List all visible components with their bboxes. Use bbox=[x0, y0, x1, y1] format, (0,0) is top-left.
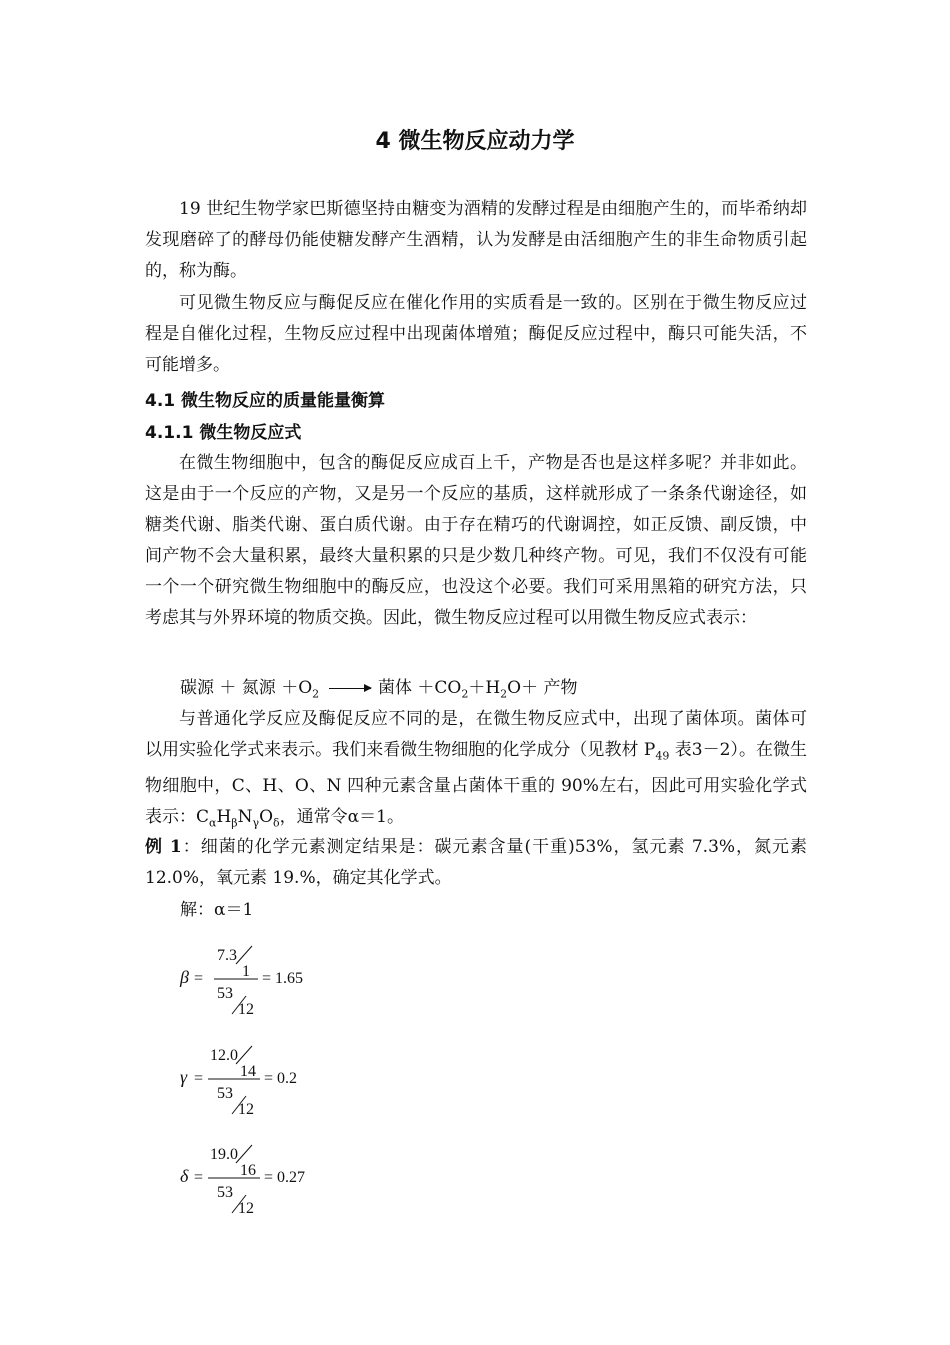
biomass-text-b: 表3－2）。在微生物细胞中，C、H、O、N 四种元素含量占菌体干重的 90%左右，因此可用实验化学式表示：C bbox=[145, 740, 807, 828]
gamma-subscript: γ bbox=[252, 816, 260, 830]
fraction-symbol: β bbox=[180, 967, 189, 987]
denominator-top: 53 bbox=[217, 1085, 233, 1102]
denominator-top: 53 bbox=[217, 985, 233, 1002]
delta-subscript: δ bbox=[273, 816, 280, 830]
fraction-result: = 0.27 bbox=[264, 1169, 306, 1186]
fraction-equals: = bbox=[194, 1169, 204, 1186]
denominator-top: 53 bbox=[217, 1184, 233, 1201]
section-heading: 4.1 微生物反应的质量能量衡算 bbox=[145, 391, 386, 411]
denominator-bottom: 12 bbox=[238, 1001, 254, 1018]
numerator-top: 12.0 bbox=[210, 1047, 238, 1064]
numerator-bottom: 1 bbox=[242, 963, 250, 980]
reaction-arrow bbox=[329, 688, 371, 689]
alpha-subscript: α bbox=[209, 816, 217, 830]
fraction-result: = 1.65 bbox=[262, 970, 304, 987]
intro-paragraph-1: 19 世纪生物学家巴斯德坚持由糖变为酒精的发酵过程是由细胞产生的，而毕希纳却发现磨碎了的酵母仍能使糖发酵产生酒精，认为发酵是由活细胞产生的非生命物质引起的，称为酶。 bbox=[145, 199, 807, 281]
numerator-bottom: 16 bbox=[240, 1162, 256, 1179]
solution-line: 解：α＝1 bbox=[180, 900, 254, 920]
formula-o: O bbox=[259, 807, 274, 828]
numerator-top: 7.3 bbox=[217, 947, 237, 964]
fraction-gamma bbox=[180, 1038, 340, 1118]
fraction-symbol: δ bbox=[180, 1166, 189, 1186]
fraction-equals: = bbox=[194, 1070, 204, 1087]
numerator-top: 19.0 bbox=[210, 1146, 238, 1163]
fraction-delta-svg bbox=[180, 1137, 340, 1217]
co2-subscript: 2 bbox=[461, 687, 469, 701]
example-paragraph bbox=[145, 832, 807, 894]
example-text: ：细菌的化学元素测定结果是：碳元素含量(干重)53%，氢元素 7.3%，氮元素 12.0%，氧元素 19.%，确定其化学式。 bbox=[145, 837, 807, 888]
reaction-intro-paragraph: 在微生物细胞中，包含的酶促反应成百上千，产物是否也是这样多呢？并非如此。这是由于一个反应的产物，又是另一个反应的基质，这样就形成了一条条代谢途径，如糖类代谢、脂类代谢、蛋白质代谢。由于存在精巧的代谢调控，如正反馈、副反馈，中间产物不会大量积累，最终大量积累的只是少数几种终产物。可见，我们不仅没有可能一个一个研究微生物细胞中的酶反应，也没这个必要。我们可采用黑箱的研究方法，只考虑其与外界环境的物质交换。因此，微生物反应过程可以用微生物反应式表示： bbox=[145, 453, 807, 628]
subsection-heading: 4.1.1 微生物反应式 bbox=[145, 423, 302, 443]
formula-n: N bbox=[237, 807, 253, 828]
biomass-text-c: ，通常令α＝1。 bbox=[279, 807, 404, 828]
numerator-slash bbox=[236, 1145, 252, 1163]
formula-h: H bbox=[216, 807, 232, 828]
h2o-subscript: 2 bbox=[500, 687, 508, 701]
fraction-beta bbox=[180, 938, 340, 1018]
reaction-equation bbox=[180, 673, 578, 700]
denominator-bottom: 12 bbox=[238, 1101, 254, 1118]
reaction-products-a: 菌体 ＋CO bbox=[377, 678, 462, 698]
beta-subscript: β bbox=[231, 816, 238, 830]
page-subscript: 49 bbox=[655, 749, 670, 763]
fraction-delta bbox=[180, 1137, 340, 1217]
fraction-gamma-svg bbox=[180, 1038, 340, 1118]
denominator-bottom: 12 bbox=[238, 1200, 254, 1217]
page-title: 4 微生物反应动力学 bbox=[375, 129, 575, 154]
example-label: 例 1 bbox=[145, 837, 182, 857]
fraction-beta-svg bbox=[180, 938, 340, 1018]
numerator-slash bbox=[236, 1046, 252, 1064]
fraction-result: = 0.2 bbox=[264, 1070, 298, 1087]
fraction-equals: = bbox=[194, 970, 204, 987]
numerator-slash bbox=[236, 946, 252, 964]
fraction-symbol: γ bbox=[180, 1067, 188, 1087]
o2-subscript: 2 bbox=[312, 687, 320, 701]
reaction-products-b: ＋H bbox=[468, 678, 501, 698]
reaction-reactants: 碳源 ＋ 氮源 ＋O bbox=[180, 678, 313, 698]
numerator-bottom: 14 bbox=[240, 1063, 256, 1080]
reaction-products-c: O＋ 产物 bbox=[507, 678, 578, 698]
biomass-text-a: 与普通化学反应及酶促反应不同的是，在微生物反应式中，出现了菌体项。菌体可以用实验化学式来表示。我们来看微生物细胞的化学成分（见教材 P bbox=[145, 709, 807, 760]
biomass-formula-paragraph bbox=[145, 704, 807, 839]
intro-paragraph-2: 可见微生物反应与酶促反应在催化作用的实质看是一致的。区别在于微生物反应过程是自催化过程，生物反应过程中出现菌体增殖；酶促反应过程中，酶只可能失活，不可能增多。 bbox=[145, 293, 807, 375]
